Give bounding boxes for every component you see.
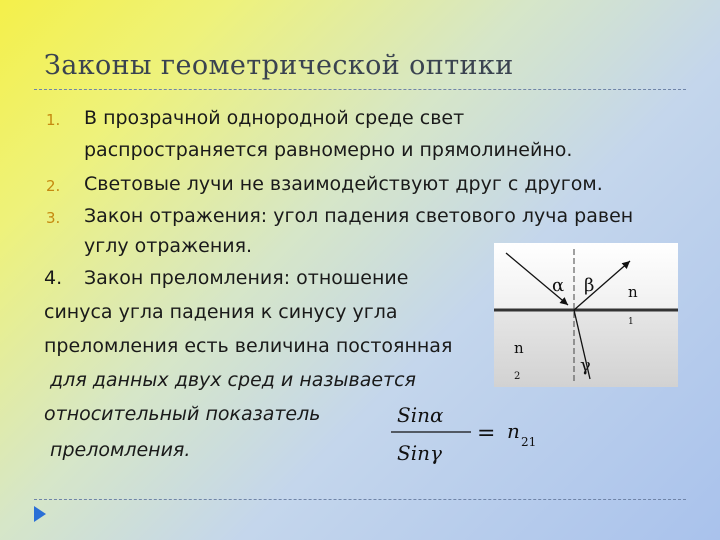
formula-numerator: Sinα [397,403,444,427]
refraction-formula [385,400,555,468]
alpha-label: α [552,275,565,296]
formula-equals: = [477,421,496,446]
list-number-4: 4. [44,267,63,289]
gamma-label: γ [580,355,591,376]
formula-denominator: Sinγ [397,441,442,465]
slide-title: Законы геометрической оптики [44,50,514,81]
list-number-3: 3. [46,209,61,227]
list-item-4-line-5: относительный показатель [44,403,321,425]
list-item-4-line-1: Закон преломления: отношение [84,267,409,289]
list-item-1-line-2: распространяется равномерно и прямолинейно. [84,139,573,161]
list-number-2: 2. [46,177,61,195]
formula-n: n [507,419,520,443]
medium-2-n-label: n [514,339,524,357]
triangle-right-icon[interactable] [34,506,46,522]
title-divider [34,89,686,90]
medium-1-n-label: n [628,283,638,301]
bottom-divider [34,499,686,500]
medium-2-subscript: 2 [514,371,521,382]
list-item-4-line-4: для данных двух сред и называется [44,369,416,391]
formula-subscript: 21 [521,435,537,449]
list-item-1-line-1: В прозрачной однородной среде свет [84,107,465,129]
list-item-4-line-6: преломления. [44,439,191,461]
list-number-1: 1. [46,111,61,129]
medium-1-subscript: 1 [628,317,634,327]
beta-label: β [584,275,595,296]
refraction-diagram [494,243,678,387]
refraction-diagram-graphic [494,243,678,387]
list-item-4-line-3: преломления есть величина постоянная [44,335,453,357]
list-item-2-line-1: Световые лучи не взаимодействуют друг с другом. [84,173,603,195]
refraction-formula-graphic [385,400,555,468]
list-item-4-line-2: синуса угла падения к синусу угла [44,301,398,323]
list-item-3-line-1: Закон отражения: угол падения светового луча равен [84,205,634,227]
list-item-3-line-2: углу отражения. [84,235,253,257]
